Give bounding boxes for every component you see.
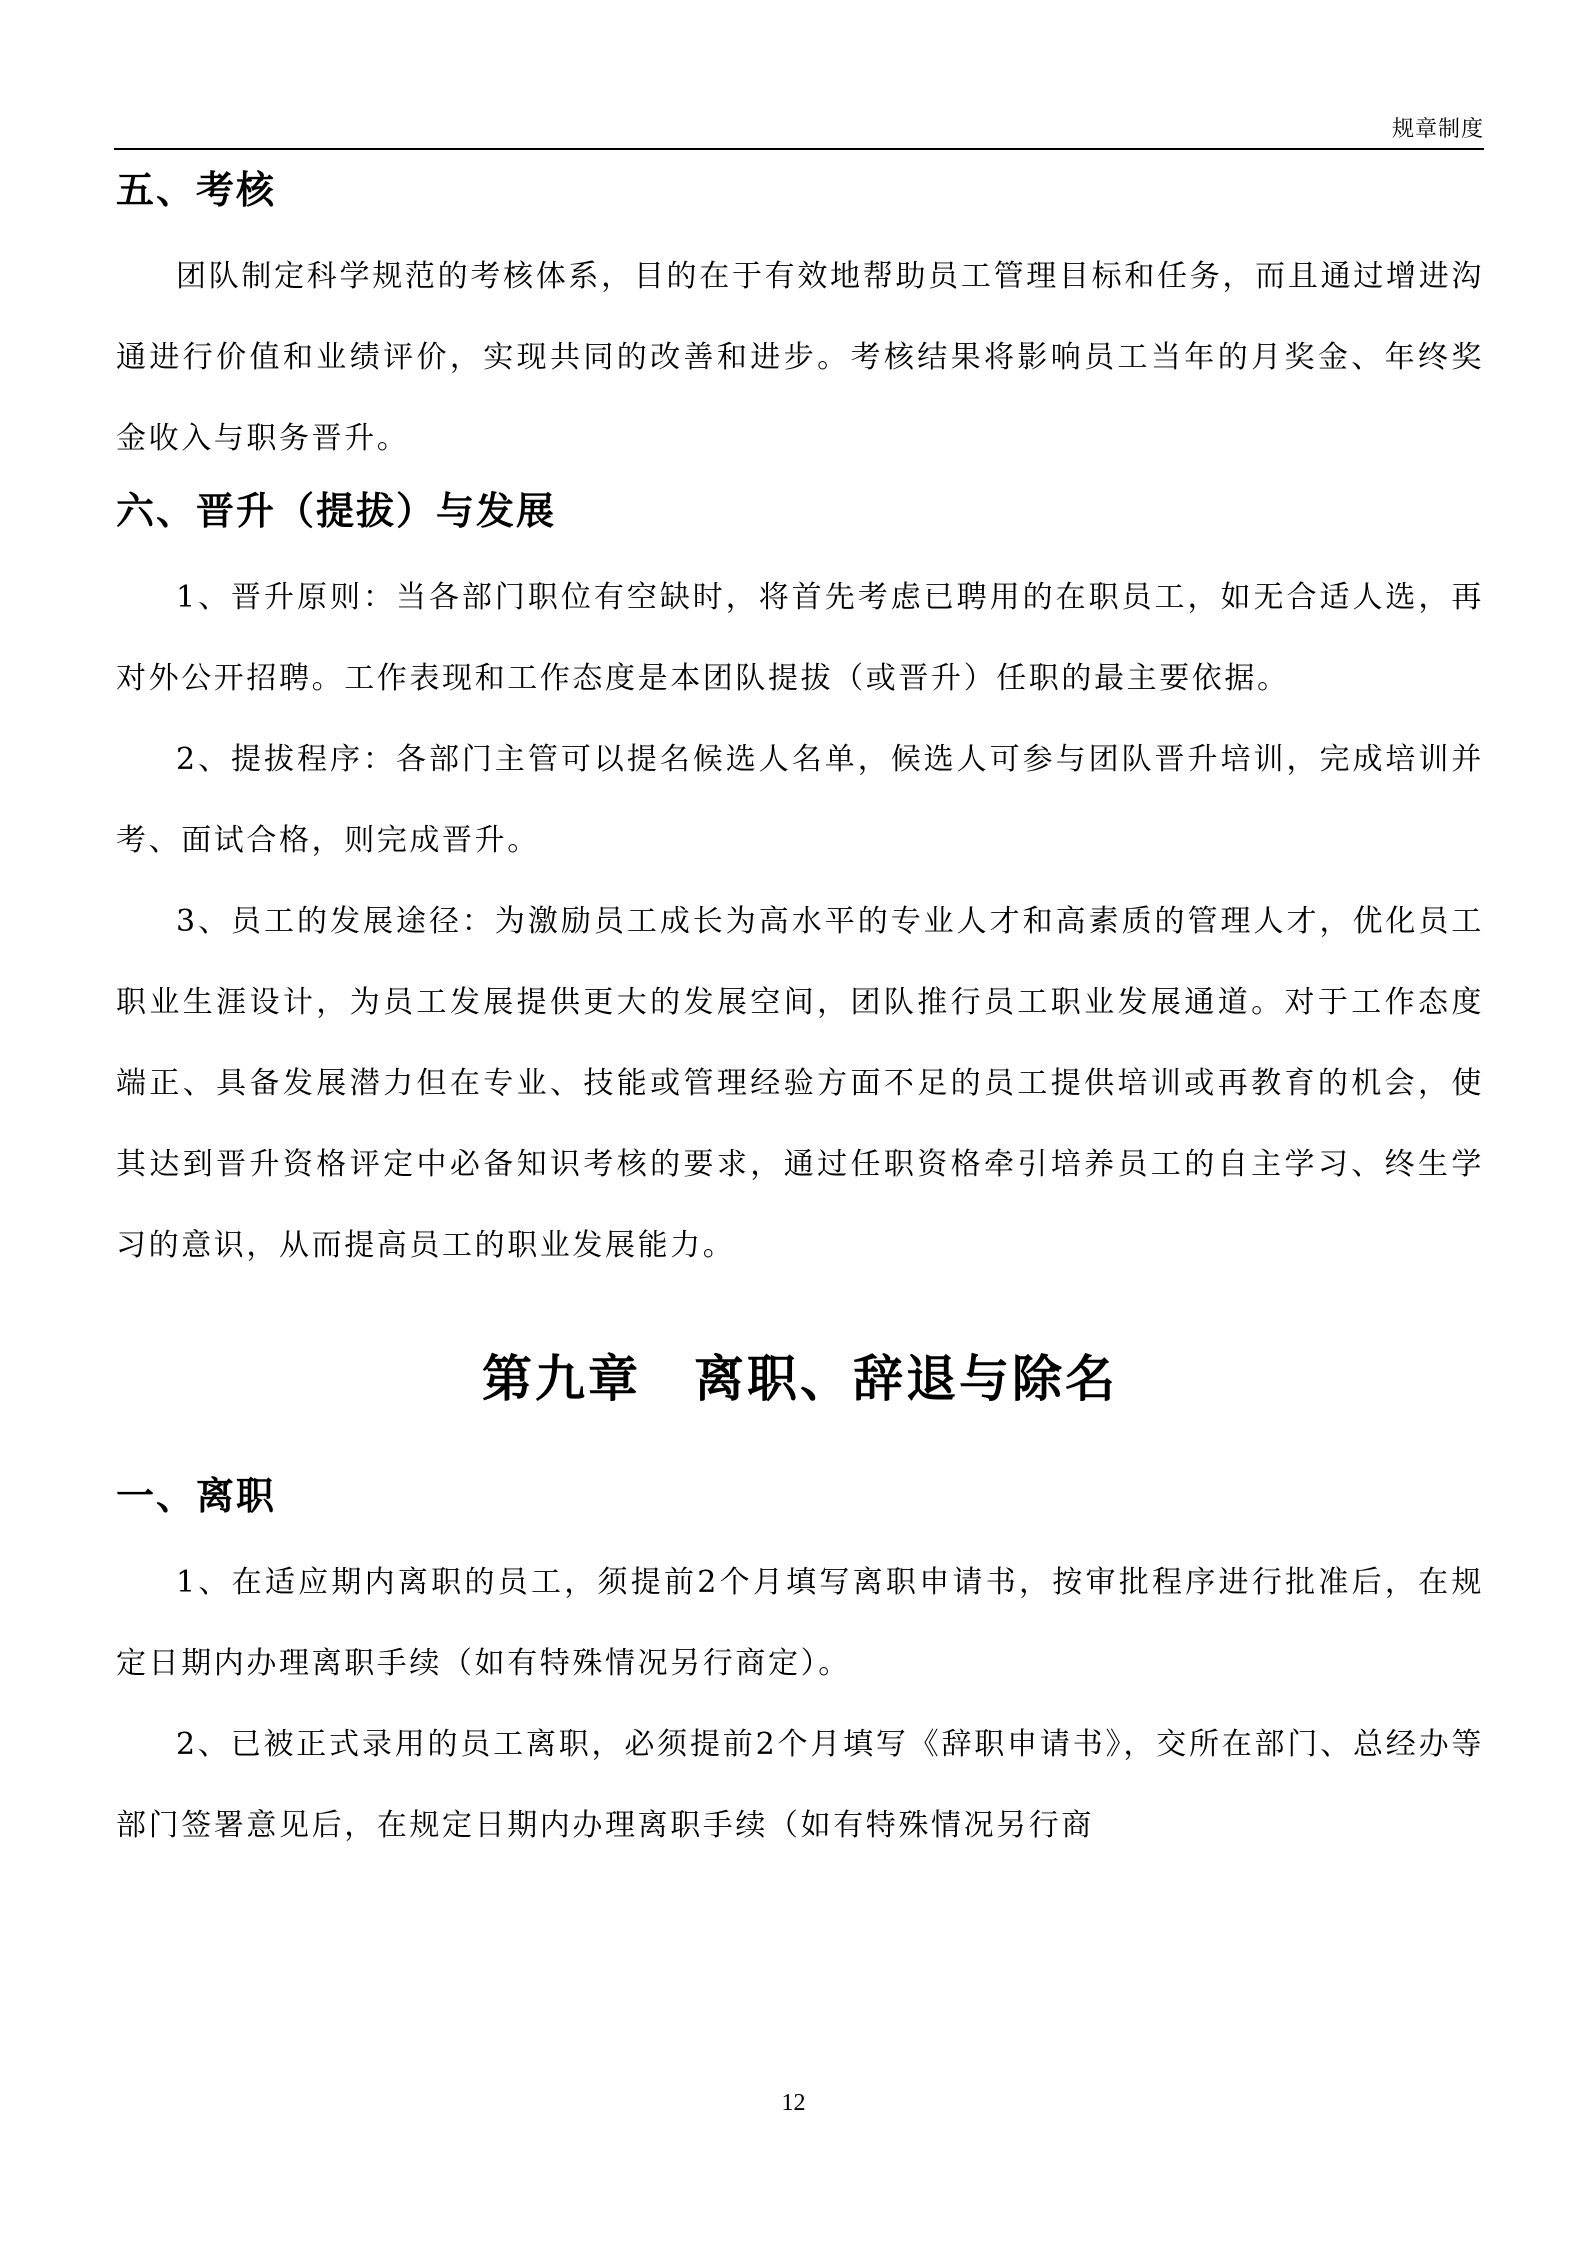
section-heading-resignation: 一、离职	[116, 1474, 277, 1518]
paragraph: 3、员工的发展途径：为激励员工成长为高水平的专业人才和高素质的管理人才，优化员工职业生涯设计，为员工发展提供更大的发展空间，团队推行员工职业发展通道。对于工作态度端正、具备发展潜力但在专业、技能或管理经验方面不足的员工提供培训或再教育的机会，使其达到晋升资格评定中必备知识考核的要求，通过任职资格牵引培养员工的自主学习、终生学习的意识，从而提高员工的职业发展能力。	[116, 904, 1484, 1263]
paragraph: 1、在适应期内离职的员工，须提前2个月填写离职申请书，按审批程序进行批准后，在规定日期内办理离职手续（如有特殊情况另行商定）。	[116, 1565, 1484, 1681]
section-heading-assessment: 五、考核	[116, 168, 277, 212]
paragraph: 2、提拔程序：各部门主管可以提名候选人名单，候选人可参与团队晋升培训，完成培训并考、面试合格，则完成晋升。	[116, 742, 1484, 858]
paragraph: 团队制定科学规范的考核体系，目的在于有效地帮助员工管理目标和任务，而且通过增进沟通进行价值和业绩评价，实现共同的改善和进步。考核结果将影响员工当年的月奖金、年终奖金收入与职务晋升。	[116, 259, 1484, 456]
paragraph: 2、已被正式录用的员工离职，必须提前2个月填写《辞职申请书》，交所在部门、总经办等部门签署意见后，在规定日期内办理离职手续（如有特殊情况另行商	[116, 1727, 1484, 1843]
header-title: 规章制度	[1391, 117, 1484, 142]
chapter-title: 第九章 离职、辞退与除名	[482, 1350, 1118, 1408]
paragraph: 1、晋升原则：当各部门职位有空缺时，将首先考虑已聘用的在职员工，如无合适人选，再对外公开招聘。工作表现和工作态度是本团队提拔（或晋升）任职的最主要依据。	[116, 580, 1484, 696]
section-heading-promotion: 六、晋升（提拔）与发展	[116, 489, 557, 533]
page-header	[114, 108, 1484, 150]
page-content	[116, 158, 1484, 1866]
page-number: 12	[781, 2090, 806, 2116]
